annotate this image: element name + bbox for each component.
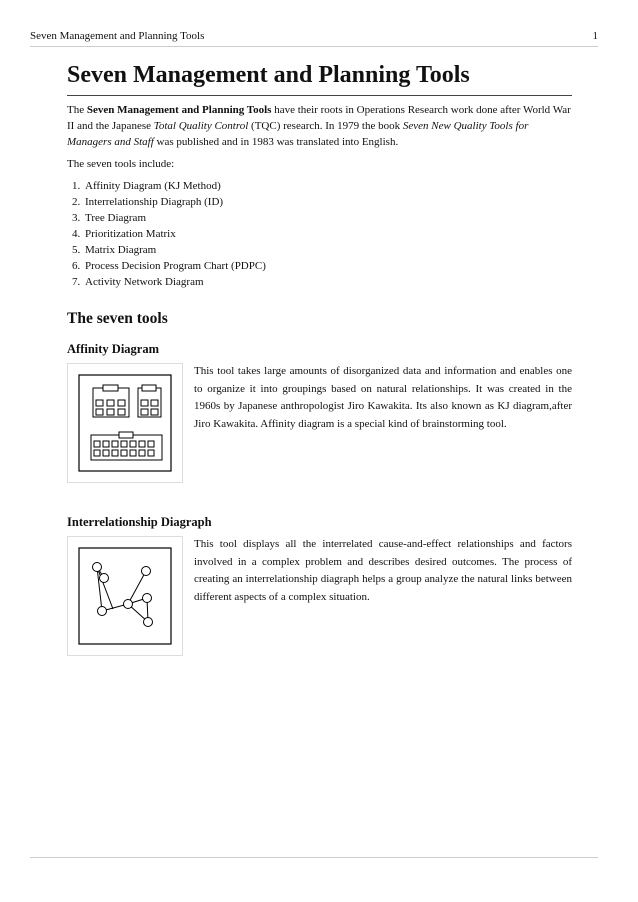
article-title: Seven Management and Planning Tools (67, 62, 572, 96)
footer-divider (30, 857, 598, 858)
interrelationship-section (67, 536, 572, 656)
article-content (67, 62, 572, 656)
tools-list-item: 6. Process Decision Program Chart (PDPC) (83, 258, 572, 274)
intro-paragraph (67, 102, 572, 150)
affinity-heading: Affinity Diagram (67, 342, 159, 356)
intro-text-3: (TQC) research. In 1979 the book (248, 120, 403, 132)
affinity-section (67, 363, 572, 483)
tools-list-item: 2. Interrelationship Diagraph (ID) (83, 194, 572, 210)
tools-list-item: 1. Affinity Diagram (KJ Method) (83, 178, 572, 194)
intro-bold-term: Seven Management and Planning Tools (86, 104, 272, 116)
intro-text-1: The (67, 104, 87, 116)
affinity-text: This tool takes large amounts of disorganized data and information and enables one to organize it into groupings based on natural relationships. It was created in the 1960s by Japanese anthropologist Jiro Kawakita. Its also known as KJ diagram,after Jiro Kawakita. Affinity diagram is a special kind of brainstorming tool. (194, 365, 572, 430)
affinity-diagram-thumbnail[interactable] (67, 363, 183, 483)
interrelationship-diagram-thumbnail[interactable] (67, 536, 183, 656)
interrelationship-diagram-icon (78, 547, 172, 645)
intro-italic-tqc: Total Quality Control (153, 120, 249, 132)
interrelationship-heading: Interrelationship Diagraph (67, 515, 212, 529)
interrelationship-text: This tool displays all the interrelated cause-and-effect relationships and factors involved in a complex problem and describes desired outcomes. The process of creating an interrelationship diagraph helps a group analyze the natural links between different aspects of a complex situation. (194, 538, 572, 603)
page-number: 1 (592, 30, 598, 42)
affinity-description (194, 357, 572, 433)
tools-list-item: 5. Matrix Diagram (83, 242, 572, 258)
intro-italic-book: Seven New Quality Tools for Managers and Staff (67, 120, 529, 148)
affinity-diagram-icon (78, 374, 172, 472)
running-header-title: Seven Management and Planning Tools (30, 30, 205, 42)
interrelationship-description (194, 530, 572, 606)
section-heading: The seven tools (67, 310, 168, 327)
tools-list-item: 3. Tree Diagram (83, 210, 572, 226)
tools-list-item: 7. Activity Network Diagram (83, 274, 572, 290)
intro-text-2: have their roots in Operations Research work done after World War II and the Japanese (67, 104, 571, 132)
tools-list (67, 178, 572, 290)
running-header (30, 30, 598, 47)
tools-list-item: 4. Prioritization Matrix (83, 226, 572, 242)
intro-text-4: was published and in 1983 was translated into English. (153, 136, 399, 148)
list-intro: The seven tools include: (67, 158, 175, 170)
